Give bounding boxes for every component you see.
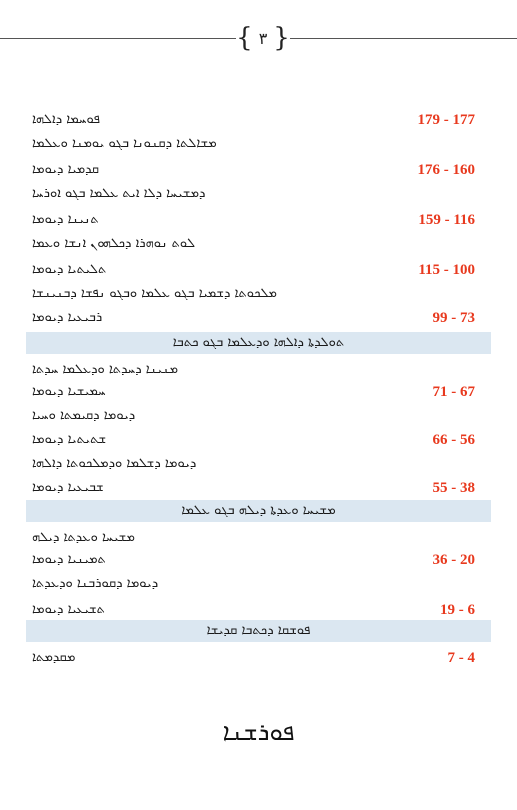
toc-entry-title: ܩܕܡܝܐ ܕܝܘܡܐ xyxy=(32,162,99,177)
toc-entry-pages: 176 - 160 xyxy=(417,162,475,178)
toc-section-header xyxy=(26,500,491,522)
toc-entry-title: ܫܒܝܥܝܐ ܕܝܘܡܐ xyxy=(32,480,104,495)
toc-entry-title: ܡܫܝܚܐ ܘܥܕܬܐ ܕܝܠܗ xyxy=(32,530,135,545)
toc-entry-title: ܕܝܘܡܐ ܕܩܘܪܒܢܐ ܘܕܥܕܬܐ xyxy=(32,576,159,591)
toc-entry-title: ܕܡܫܝܚܐ ܕܠܐ ܐܝܬ ܥܠܡܐ ܒܓܘ ܐܘܪܚܐ xyxy=(32,186,206,201)
toc-entry-title: ܪܒܝܥܝܐ ܕܝܘܡܐ xyxy=(32,310,103,325)
toc-entry-title: ܡܫܐܠܬܐ ܕܩܢܘܢܐ ܒܓܘ ܝܘܡܢܐ ܘܥܠܡܐ xyxy=(32,136,217,151)
section-title: ܡܫܝܚܐ ܘܥܕܬܐ ܕܝܠܗ ܒܓܘ ܥܠܡܐ xyxy=(181,503,336,518)
toc-entry-pages: 19 - 6 xyxy=(440,602,475,618)
toc-section-header xyxy=(26,620,491,642)
toc-entry-pages: 55 - 38 xyxy=(432,480,475,496)
toc-entry-title: ܡܩܕܡܬܐ xyxy=(32,650,76,665)
toc-entry-pages: 179 - 177 xyxy=(417,112,475,128)
toc-entry-pages: 66 - 56 xyxy=(432,432,475,448)
contents-heading: ܦܘܪܫܢܐ xyxy=(222,718,295,746)
toc-entry-pages: 36 - 20 xyxy=(432,552,475,568)
toc-entry-title: ܕܝܘܡܐ ܕܩܝܡܬܐ ܘܚܝܐ xyxy=(32,408,136,423)
toc-entry-pages: 99 - 73 xyxy=(432,310,475,326)
page-number: ٣ xyxy=(258,28,268,48)
right-brace-icon: } xyxy=(273,23,290,53)
toc-entry-title: ܬܡܝܢܝܐ ܕܝܘܡܐ xyxy=(32,552,106,567)
toc-section-header xyxy=(26,332,491,354)
header-rule-right xyxy=(290,38,517,39)
toc-entry-pages: 115 - 100 xyxy=(418,262,475,278)
toc-entry-pages: 159 - 116 xyxy=(418,212,475,228)
left-brace-icon: { xyxy=(236,23,253,53)
toc-entry-pages: 7 - 4 xyxy=(447,650,475,666)
toc-entry-title: ܬܠܝܬܝܐ ܕܝܘܡܐ xyxy=(32,262,107,277)
toc-entry-title: ܡܢܝܢܐ ܕܚܕܬܐ ܘܕܥܠܡܐ ܚܕܬܐ xyxy=(32,362,179,377)
toc-entry-title: ܬܫܝܥܝܐ ܕܝܘܡܐ xyxy=(32,602,105,617)
toc-entry-title: ܫܬܝܬܝܐ ܕܝܘܡܐ xyxy=(32,432,107,447)
toc-entry-title: ܕܝܘܡܐ ܕܫܠܡܐ ܘܕܡܠܟܘܬܐ ܕܐܠܗܐ xyxy=(32,456,197,471)
toc-entry-title: ܬܢܝܢܐ ܕܝܘܡܐ xyxy=(32,212,99,227)
section-title: ܦܘܫܩܐ ܕܟܬܒܐ ܩܕܝܫܐ xyxy=(206,623,311,638)
header-rule-left xyxy=(0,38,236,39)
section-title: ܬܘܠܕܬܐ ܕܐܠܗܐ ܘܕܥܠܡܐ ܒܓܘ ܟܬܒܐ xyxy=(172,335,345,350)
toc-entry-title: ܚܡܝܫܝܐ ܕܝܘܡܐ xyxy=(32,384,106,399)
page-number-box xyxy=(238,24,288,52)
toc-entry-pages: 71 - 67 xyxy=(432,384,475,400)
toc-entry-title: ܡܠܟܘܬܐ ܕܫܡܝܐ ܒܓܘ ܥܠܡܐ ܘܒܓܘ ܢܦܫܐ ܕܒܢܝܢܫܐ xyxy=(32,286,277,301)
toc-entry-title: ܦܘܚܡܐ ܕܐܠܗܐ xyxy=(32,112,100,127)
toc-entry-title: ܠܘܬ ܢܘܗܪܐ ܕܟܠܗܘܢ ܐܢܫܐ ܘܥܡܐ xyxy=(32,236,196,251)
